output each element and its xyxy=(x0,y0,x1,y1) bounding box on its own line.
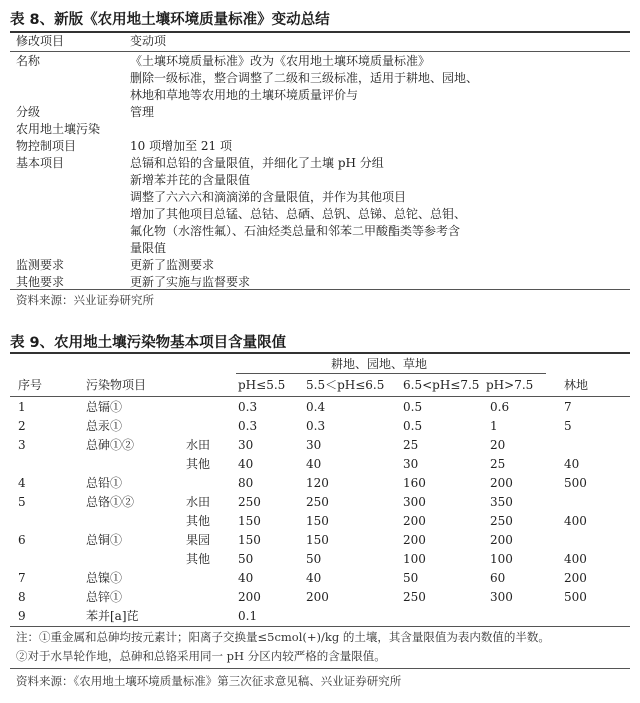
table8-row-change: 总镉和总铅的含量限值，并细化了土壤 pH 分组 xyxy=(130,156,384,170)
table8-row xyxy=(16,121,626,138)
table9-cell-ph4: 20 xyxy=(490,438,506,452)
table9-cell-ph1: 0.3 xyxy=(238,419,258,433)
table9-notes-rule xyxy=(10,626,630,627)
table9-cell-ph4: 300 xyxy=(490,590,513,604)
table9-cell-forest: 40 xyxy=(564,457,580,471)
table8-row-change: 管理 xyxy=(130,105,155,119)
table9-group-header: 耕地、园地、草地 xyxy=(331,357,428,371)
table9-header-ph2: 5.5＜pH≤6.5 xyxy=(306,378,385,392)
table9-cell-subtype: 水田 xyxy=(186,438,211,452)
table9-cell-ph3: 160 xyxy=(403,476,426,490)
table9-cell-ph4: 100 xyxy=(490,552,513,566)
table9-header-no: 序号 xyxy=(18,378,43,392)
table9-cell-forest: 5 xyxy=(564,419,572,433)
table9-cell-ph4: 250 xyxy=(490,514,513,528)
table8-row xyxy=(16,155,626,172)
table9-cell-item: 总锌① xyxy=(86,590,123,604)
table8-row-change: 量限值 xyxy=(130,241,167,255)
table8-row xyxy=(16,70,626,87)
table9-cell-ph4: 25 xyxy=(490,457,506,471)
table8-row-change: 《土壤环境质量标准》改为《农用地土壤环境质量标准》 xyxy=(130,54,431,68)
table8-row-item: 农用地土壤污染 xyxy=(16,122,101,136)
table9-cell-ph1: 30 xyxy=(238,438,254,452)
table9-cell-item: 总镉① xyxy=(86,400,123,414)
table9-cell-ph4: 350 xyxy=(490,495,513,509)
table9-cell-no: 4 xyxy=(18,476,26,490)
table9-cell-item: 苯并[a]芘 xyxy=(86,609,139,623)
table9-cell-forest: 400 xyxy=(564,514,587,528)
table8-row xyxy=(16,138,626,155)
table8-row-change: 更新了监测要求 xyxy=(130,258,215,272)
table9-note-2: ②对于水旱轮作地，总砷和总铬采用同一 pH 分区内较严格的含量限值。 xyxy=(16,649,386,663)
table8-row xyxy=(16,172,626,189)
table8-row-item: 监测要求 xyxy=(16,258,65,272)
table9-cell-item: 总砷①② xyxy=(86,438,135,452)
table9-cell-ph1: 50 xyxy=(238,552,254,566)
table8-row xyxy=(16,189,626,206)
table9-cell-no: 9 xyxy=(18,609,26,623)
table9-cell-ph1: 0.1 xyxy=(238,609,258,623)
table9-cell-ph1: 150 xyxy=(238,533,261,547)
table9-title: 表 9、农用地土壤污染物基本项目含量限值 xyxy=(10,335,287,351)
table9-cell-ph1: 80 xyxy=(238,476,254,490)
table9-cell-no: 3 xyxy=(18,438,26,452)
table9-cell-subtype: 果园 xyxy=(186,533,211,547)
table8-row xyxy=(16,223,626,240)
table8-title: 表 8、新版《农用地土壤环境质量标准》变动总结 xyxy=(10,12,330,28)
table8-row xyxy=(16,257,626,274)
table9-cell-ph3: 300 xyxy=(403,495,426,509)
table8-row-item: 物控制项目 xyxy=(16,139,77,153)
table8-row-change: 更新了实施与监督要求 xyxy=(130,275,251,289)
table9-header-item: 污染物项目 xyxy=(86,378,147,392)
table8-header-rule xyxy=(10,51,630,52)
table9-cell-ph4: 1 xyxy=(490,419,498,433)
table9-cell-ph2: 200 xyxy=(306,590,329,604)
table9-cell-item: 总镍① xyxy=(86,571,123,585)
table9-cell-subtype: 其他 xyxy=(186,457,211,471)
table9-cell-ph3: 0.5 xyxy=(403,419,423,433)
table9-cell-ph2: 250 xyxy=(306,495,329,509)
table9-cell-no: 1 xyxy=(18,400,26,414)
table8-row-item: 基本项目 xyxy=(16,156,65,170)
table9-cell-ph4: 200 xyxy=(490,476,513,490)
table9-cell-ph1: 40 xyxy=(238,457,254,471)
table9-cell-ph3: 30 xyxy=(403,457,419,471)
table9-cell-forest: 500 xyxy=(564,590,587,604)
table8-row-item: 其他要求 xyxy=(16,275,65,289)
table9-cell-ph3: 200 xyxy=(403,514,426,528)
table9-cell-ph1: 250 xyxy=(238,495,261,509)
table9-cell-ph2: 40 xyxy=(306,571,322,585)
table8-header-item: 修改项目 xyxy=(16,34,65,48)
table8-row-change: 增加了其他项目总锰、总钴、总硒、总钒、总锑、总铊、总钼、 xyxy=(130,207,467,221)
table9-cell-forest: 200 xyxy=(564,571,587,585)
table9-cell-ph2: 120 xyxy=(306,476,329,490)
table9-cell-ph4: 0.6 xyxy=(490,400,510,414)
table8-source: 资料来源：兴业证券研究所 xyxy=(16,293,154,307)
table9-cell-subtype: 水田 xyxy=(186,495,211,509)
table9-group-underline xyxy=(236,373,546,374)
table9-cell-ph2: 150 xyxy=(306,533,329,547)
table9-cell-ph3: 0.5 xyxy=(403,400,423,414)
table9-cell-ph1: 200 xyxy=(238,590,261,604)
table9-cell-ph2: 30 xyxy=(306,438,322,452)
table8-row-item: 名称 xyxy=(16,54,41,68)
table8-row xyxy=(16,206,626,223)
table8-row-change: 氟化物（水溶性氟）、石油烃类总量和邻苯二甲酸酯类等参考含 xyxy=(130,224,461,238)
table9-cell-forest: 400 xyxy=(564,552,587,566)
table9-cell-no: 6 xyxy=(18,533,26,547)
table9-source: 资料来源：《农用地土壤环境质量标准》第三次征求意见稿、兴业证券研究所 xyxy=(16,674,402,688)
table9-cell-forest: 500 xyxy=(564,476,587,490)
table9-cell-ph3: 250 xyxy=(403,590,426,604)
table9-top-rule xyxy=(10,352,630,354)
table9-cell-item: 总铜① xyxy=(86,533,123,547)
table9-cell-no: 2 xyxy=(18,419,26,433)
table9-cell-ph2: 0.3 xyxy=(306,419,326,433)
table8-row-change: 删除一级标准，整合调整了二级和三级标准，适用于耕地、园地、 xyxy=(130,71,479,85)
table8-row xyxy=(16,240,626,257)
table9-header-ph1: pH≤5.5 xyxy=(238,378,286,392)
table8-row-change: 林地和草地等农用地的土壤环境质量评价与 xyxy=(130,88,359,102)
table9-cell-ph1: 150 xyxy=(238,514,261,528)
table8-row-change: 调整了六六六和滴滴涕的含量限值，并作为其他项目 xyxy=(130,190,407,204)
table8-row xyxy=(16,104,626,121)
table9-header-forest: 林地 xyxy=(564,378,589,392)
table9-cell-ph4: 200 xyxy=(490,533,513,547)
table9-cell-no: 5 xyxy=(18,495,26,509)
table9-header-rule xyxy=(10,396,630,397)
table8-header-row xyxy=(16,33,626,50)
table9-cell-ph2: 150 xyxy=(306,514,329,528)
table9-cell-ph3: 100 xyxy=(403,552,426,566)
table9-cell-item: 总铬①② xyxy=(86,495,135,509)
table9-cell-ph1: 0.3 xyxy=(238,400,258,414)
table9-cell-item: 总汞① xyxy=(86,419,123,433)
table9-cell-ph2: 40 xyxy=(306,457,322,471)
table9-cell-forest: 7 xyxy=(564,400,572,414)
table9-cell-ph1: 40 xyxy=(238,571,254,585)
table8-row-change: 新增苯并芘的含量限值 xyxy=(130,173,251,187)
table9-cell-no: 7 xyxy=(18,571,26,585)
table9-cell-subtype: 其他 xyxy=(186,552,211,566)
table9-cell-ph2: 50 xyxy=(306,552,322,566)
table9-cell-ph3: 25 xyxy=(403,438,419,452)
table9-cell-subtype: 其他 xyxy=(186,514,211,528)
table8-row xyxy=(16,53,626,70)
table9-cell-ph4: 60 xyxy=(490,571,506,585)
table9-cell-ph3: 50 xyxy=(403,571,419,585)
table9-bottom-rule xyxy=(10,668,630,669)
table8-row-change: 10 项增加至 21 项 xyxy=(130,139,232,153)
table9-cell-ph2: 0.4 xyxy=(306,400,326,414)
table9-cell-ph3: 200 xyxy=(403,533,426,547)
table9-header-ph4: pH>7.5 xyxy=(486,378,534,392)
table8-bottom-rule xyxy=(10,289,630,290)
table9-cell-no: 8 xyxy=(18,590,26,604)
table9-note-1: 注：①重金属和总砷均按元素计；阳离子交换量≤5cmol(+)/kg 的土壤，其含量限值为表内数值的半数。 xyxy=(16,630,550,644)
table8-header-change: 变动项 xyxy=(130,34,167,48)
table8-row-item: 分级 xyxy=(16,105,41,119)
table9-cell-item: 总铅① xyxy=(86,476,123,490)
table8-row xyxy=(16,87,626,104)
table9-header-ph3: 6.5<pH≤7.5 xyxy=(403,378,480,392)
